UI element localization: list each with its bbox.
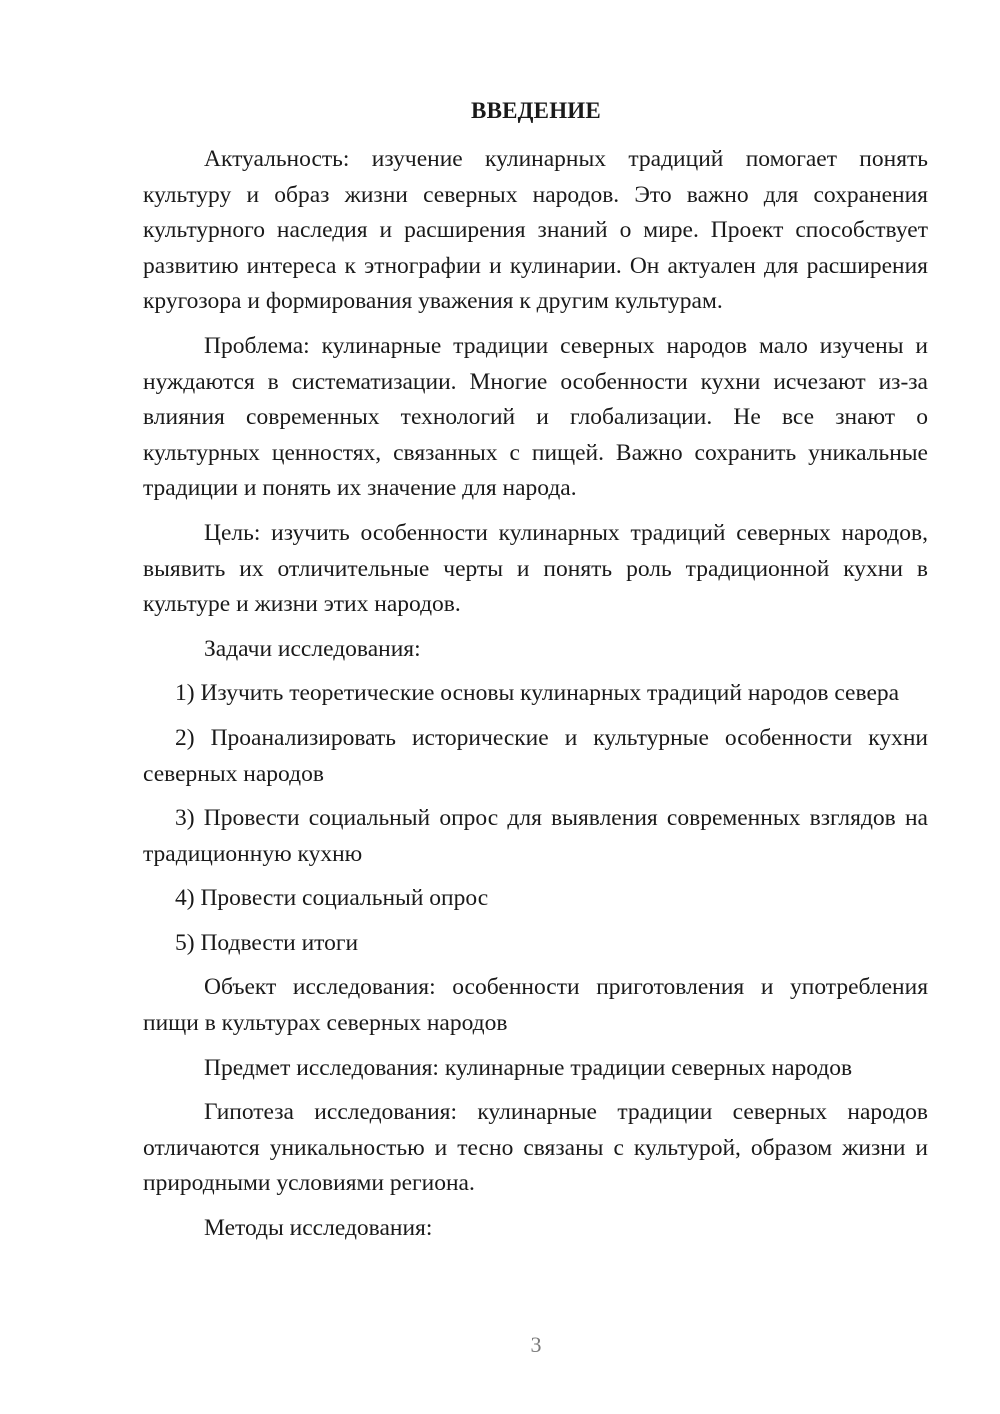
hypothesis-paragraph: Гипотеза исследования: кулинарные традиции северных народов отличаются уникальностью и тесно связаны с культурой, образом жизни и природными условиями региона. <box>143 1099 928 1197</box>
task-item-4: 4) Провести социальный опрос <box>175 885 489 912</box>
problem-paragraph: Проблема: кулинарные традиции северных народов мало изучены и нуждаются в систематизации. Многие особенности кухни исчезают из-за влияния современных технологий и глобализации. Не все знают о культурных ценностях, связанных с пищей. Важно сохранить уникальные традиции и понять их значение для народа. <box>143 332 928 502</box>
page-number: 3 <box>530 1332 542 1357</box>
methods-title: Методы исследования: <box>204 1215 433 1242</box>
task-item-1: 1) Изучить теоретические основы кулинарных традиций народов севера <box>175 680 900 707</box>
object-paragraph: Объект исследования: особенности приготовления и употребления пищи в культурах северных народов <box>143 974 928 1037</box>
body-text <box>143 142 928 1247</box>
relevance-paragraph: Актуальность: изучение кулинарных традиций помогает понять культуру и образ жизни северных народов. Это важно для сохранения культурного наследия и расширения знаний о мире. Проект способствует развитию интереса к этнографии и кулинарии. Он актуален для расширения кругозора и формирования уважения к другим культурам. <box>143 146 928 315</box>
task-item-2: 2) Проанализировать исторические и культурные особенности кухни северных народов <box>143 724 928 787</box>
tasks-title: Задачи исследования: <box>204 635 421 662</box>
task-item-3: 3) Провести социальный опрос для выявления современных взглядов на традиционную кухню <box>143 805 928 867</box>
goal-paragraph: Цель: изучить особенности кулинарных традиций северных народов, выявить их отличительные черты и понять роль традиционной кухни в культуре и жизни этих народов. <box>143 519 928 618</box>
section-heading: ВВЕДЕНИЕ <box>471 98 601 123</box>
subject-paragraph: Предмет исследования: кулинарные традиции северных народов <box>204 1054 853 1081</box>
task-item-5: 5) Подвести итоги <box>175 929 359 956</box>
